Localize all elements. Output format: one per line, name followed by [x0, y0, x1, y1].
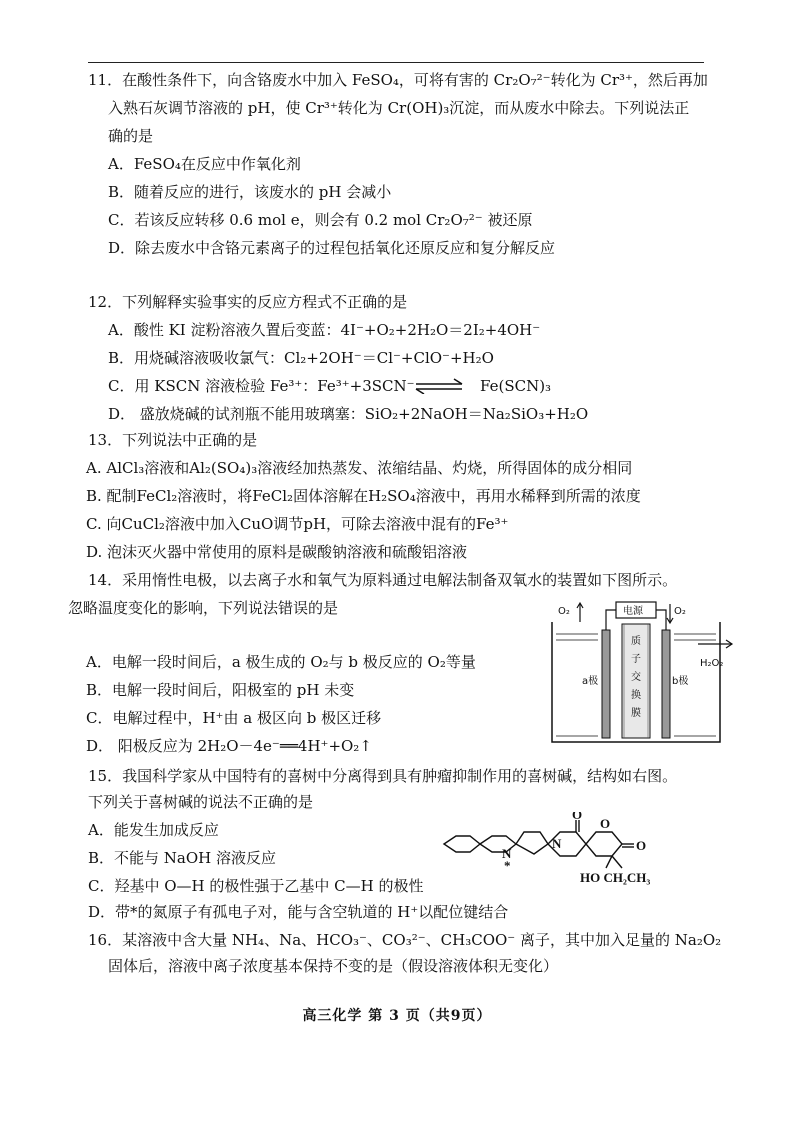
q11-option-d: D．除去废水中含铬元素离子的过程包括氧化还原反应和复分解反应 [108, 239, 556, 257]
q12-option-c-product: Fe(SCN)₃ [480, 377, 552, 395]
membrane-char-4: 换 [631, 690, 641, 701]
electrode-a-label: a极 [582, 676, 599, 687]
q13-option-a: A. AlCl₃溶液和Al₂(SO₄)₃溶液经加热蒸发、浓缩结晶、灼烧，所得固体的成分相同 [86, 459, 633, 477]
q12-option-a: A．酸性 KI 淀粉溶液久置后变蓝：4I⁻+O₂+2H₂O＝2I₂+4OH⁻ [108, 321, 541, 339]
q14-option-a: A．电解一段时间后，a 极生成的 O₂与 b 极反应的 O₂等量 [86, 653, 476, 671]
q15-option-a: A．能发生加成反应 [88, 821, 219, 839]
q15-stem-line-2: 下列关于喜树碱的说法不正确的是 [88, 793, 314, 811]
membrane-char-2: 子 [631, 654, 641, 665]
q11-stem-line-2: 入熟石灰调节溶液的 pH，使 Cr³⁺转化为 Cr(OH)₃沉淀，而从废水中除去。下列说法正 [108, 99, 690, 117]
q15-option-b: B．不能与 NaOH 溶液反应 [88, 849, 277, 867]
carbonyl-oxygen-top: O [572, 812, 583, 822]
header-rule [88, 62, 704, 63]
q11-stem-line-1: 11．在酸性条件下，向含铬废水中加入 FeSO₄，可将有害的 Cr₂O₇²⁻转化为 Cr³⁺，然后再加 [88, 71, 708, 89]
electrode-b [662, 630, 670, 738]
q14-option-d: D． 阳极反应为 2H₂O－4e⁻══4H⁺+O₂↑ [86, 737, 372, 755]
ring-nitrogen: N [552, 836, 562, 851]
q12-stem: 12．下列解释实验事实的反应方程式不正确的是 [88, 293, 408, 311]
electrode-a [602, 630, 610, 738]
electrolysis-cell-diagram [548, 600, 736, 748]
power-label: 电源 [623, 606, 643, 617]
page-footer: 高三化学 第 3 页（共9页） [302, 1008, 492, 1024]
q13-option-c: C. 向CuCl₂溶液中加入CuO调节pH，可除去溶液中混有的Fe³⁺ [86, 515, 509, 533]
q13-option-d: D. 泡沫灭火器中常使用的原料是碳酸钠溶液和硫酸铝溶液 [86, 543, 468, 561]
q11-option-c: C．若该反应转移 0.6 mol e，则会有 0.2 mol Cr₂O₇²⁻ 被还原 [108, 211, 533, 229]
star-marker: * [504, 858, 511, 873]
electrode-b-label: b极 [672, 676, 689, 687]
q12-option-b: B．用烧碱溶液吸收氯气：Cl₂+2OH⁻＝Cl⁻+ClO⁻+H₂O [108, 349, 494, 367]
q15-option-c: C．羟基中 O—H 的极性强于乙基中 C—H 的极性 [88, 877, 424, 895]
q13-stem: 13．下列说法中正确的是 [88, 431, 258, 449]
o2-right-label: O₂ [674, 606, 686, 617]
q16-stem-line-2: 固体后，溶液中离子浓度基本保持不变的是（假设溶液体积无变化） [108, 957, 559, 975]
camptothecin-structure [440, 812, 690, 890]
q12-option-c: C．用 KSCN 溶液检验 Fe³⁺：Fe³⁺+3SCN⁻ [108, 377, 415, 395]
q15-option-d: D．带*的氮原子有孤电子对，能与含空轨道的 H⁺以配位键结合 [88, 903, 509, 921]
o2-left-label: O₂ [558, 606, 570, 617]
q12-option-d: D． 盛放烧碱的试剂瓶不能用玻璃塞：SiO₂+2NaOH＝Na₂SiO₃+H₂O [108, 405, 589, 423]
membrane-char-1: 质 [631, 636, 641, 647]
q13-option-b: B. 配制FeCl₂溶液时，将FeCl₂固体溶解在H₂SO₄溶液中，再用水稀释到所需的浓度 [86, 487, 641, 505]
q11-option-a: A．FeSO₄在反应中作氧化剂 [108, 155, 301, 173]
substituent-label: HO CH₂CH₃ [580, 870, 651, 885]
q14-option-b: B．电解一段时间后，阳极室的 pH 未变 [86, 681, 355, 699]
q14-option-c: C．电解过程中，H⁺由 a 极区向 b 极区迁移 [86, 709, 382, 727]
q11-stem-line-3: 确的是 [108, 127, 154, 145]
equilibrium-arrow-icon [412, 378, 466, 394]
membrane-char-5: 膜 [631, 708, 641, 719]
starred-nitrogen: N [502, 846, 512, 861]
product-label: H₂O₂ [700, 658, 724, 669]
q14-stem-line-1: 14．采用惰性电极，以去离子水和氧气为原料通过电解法制备双氧水的装置如下图所示。 [88, 571, 678, 589]
ring-oxygen: O [600, 816, 611, 831]
carbonyl-oxygen-right: O [636, 838, 647, 853]
q14-stem-line-2: 忽略温度变化的影响，下列说法错误的是 [68, 599, 339, 617]
membrane-char-3: 交 [631, 672, 641, 683]
q11-option-b: B．随着反应的进行，该废水的 pH 会减小 [108, 183, 392, 201]
q16-stem-line-1: 16．某溶液中含大量 NH₄、Na、HCO₃⁻、CO₃²⁻、CH₃COO⁻ 离子，其中加入足量的 Na₂O₂ [88, 931, 722, 949]
q15-stem-line-1: 15．我国科学家从中国特有的喜树中分离得到具有肿瘤抑制作用的喜树碱，结构如右图。 [88, 767, 678, 785]
